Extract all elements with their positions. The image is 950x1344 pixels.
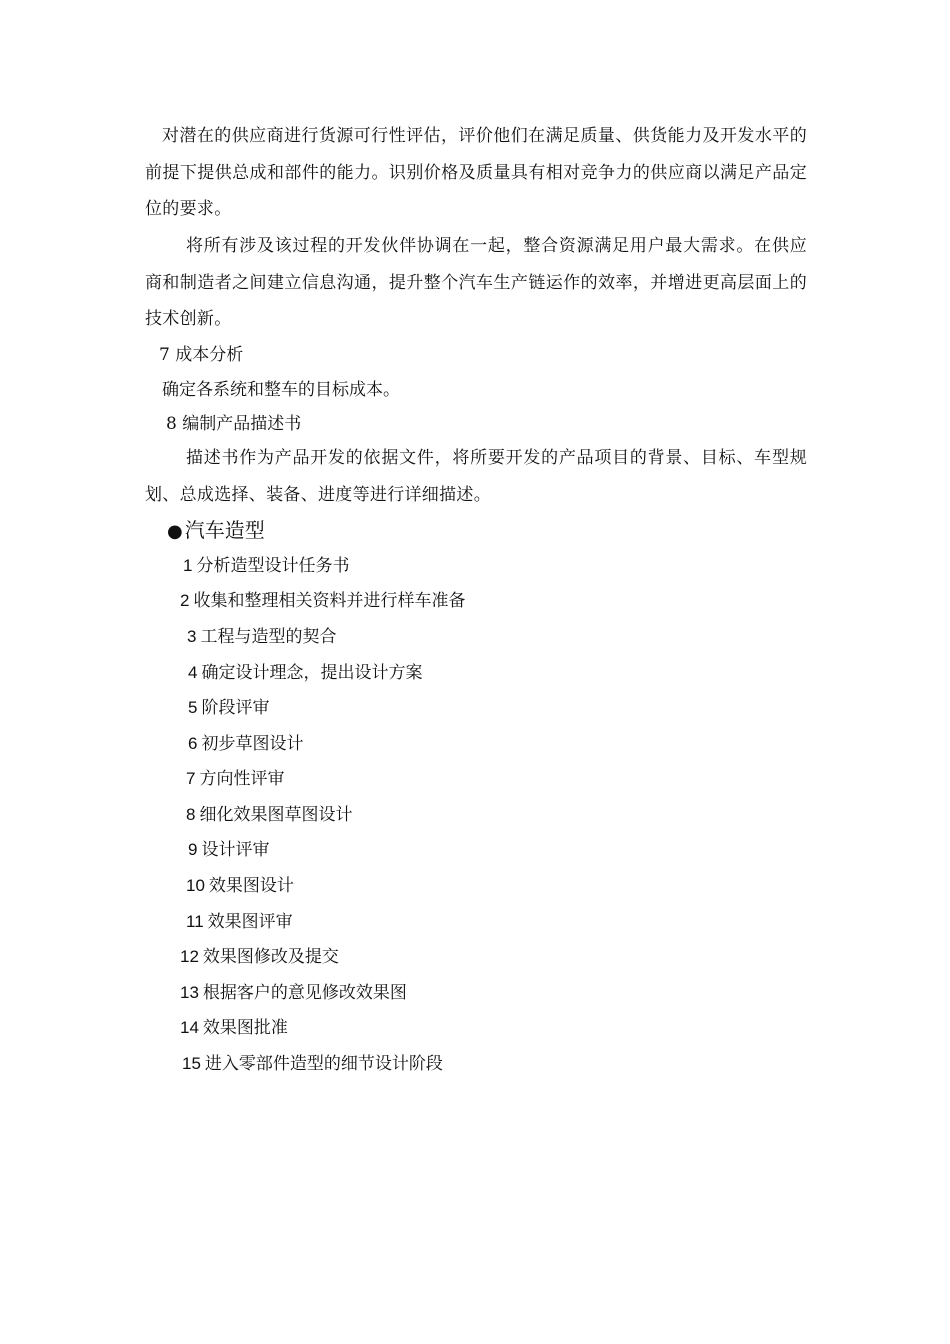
bullet-icon: ● — [167, 521, 183, 542]
paragraph-product-description: 描述书作为产品开发的依据文件，将所要开发的产品项目的背景、目标、车型规划、总成选择、装备、进度等进行详细描述。 — [145, 448, 807, 505]
list-item: 13 根据客户的意见修改效果图 — [180, 983, 407, 1003]
list-item: 15 进入零部件造型的细节设计阶段 — [182, 1054, 443, 1074]
section-heading-product-description: 8 编制产品描述书 — [166, 414, 302, 434]
list-item: 7 方向性评审 — [186, 769, 285, 789]
paragraph-target-cost: 确定各系统和整车的目标成本。 — [162, 380, 400, 400]
section-title: 汽车造型 — [184, 518, 265, 542]
list-item: 1 分析造型设计任务书 — [183, 556, 350, 576]
paragraph-partner-coordination: 将所有涉及该过程的开发伙伴协调在一起，整合资源满足用户最大需求。在供应商和制造者之间建立信息沟通，提升整个汽车生产链运作的效率，并增进更高层面上的技术创新。 — [145, 236, 807, 329]
list-item: 8 细化效果图草图设计 — [186, 805, 353, 825]
paragraph-supplier-evaluation: 对潜在的供应商进行货源可行性评估，评价他们在满足质量、供货能力及开发水平的前提下提供总成和部件的能力。识别价格及质量具有相对竞争力的供应商以满足产品定位的要求。 — [145, 126, 807, 219]
list-item: 3 工程与造型的契合 — [187, 627, 337, 647]
list-item: 4 确定设计理念，提出设计方案 — [188, 663, 423, 683]
list-item: 12 效果图修改及提交 — [180, 947, 339, 967]
list-item: 10 效果图设计 — [186, 876, 294, 896]
list-item: 9 设计评审 — [188, 840, 270, 860]
list-item: 11 效果图评审 — [186, 912, 293, 932]
list-item: 5 阶段评审 — [188, 698, 270, 718]
list-item: 6 初步草图设计 — [188, 734, 304, 754]
section-heading-cost-analysis: 7 成本分析 — [159, 345, 244, 365]
list-item: 14 效果图批准 — [180, 1018, 288, 1038]
section-heading-car-styling — [167, 515, 265, 547]
list-item: 2 收集和整理相关资料并进行样车准备 — [180, 591, 466, 611]
